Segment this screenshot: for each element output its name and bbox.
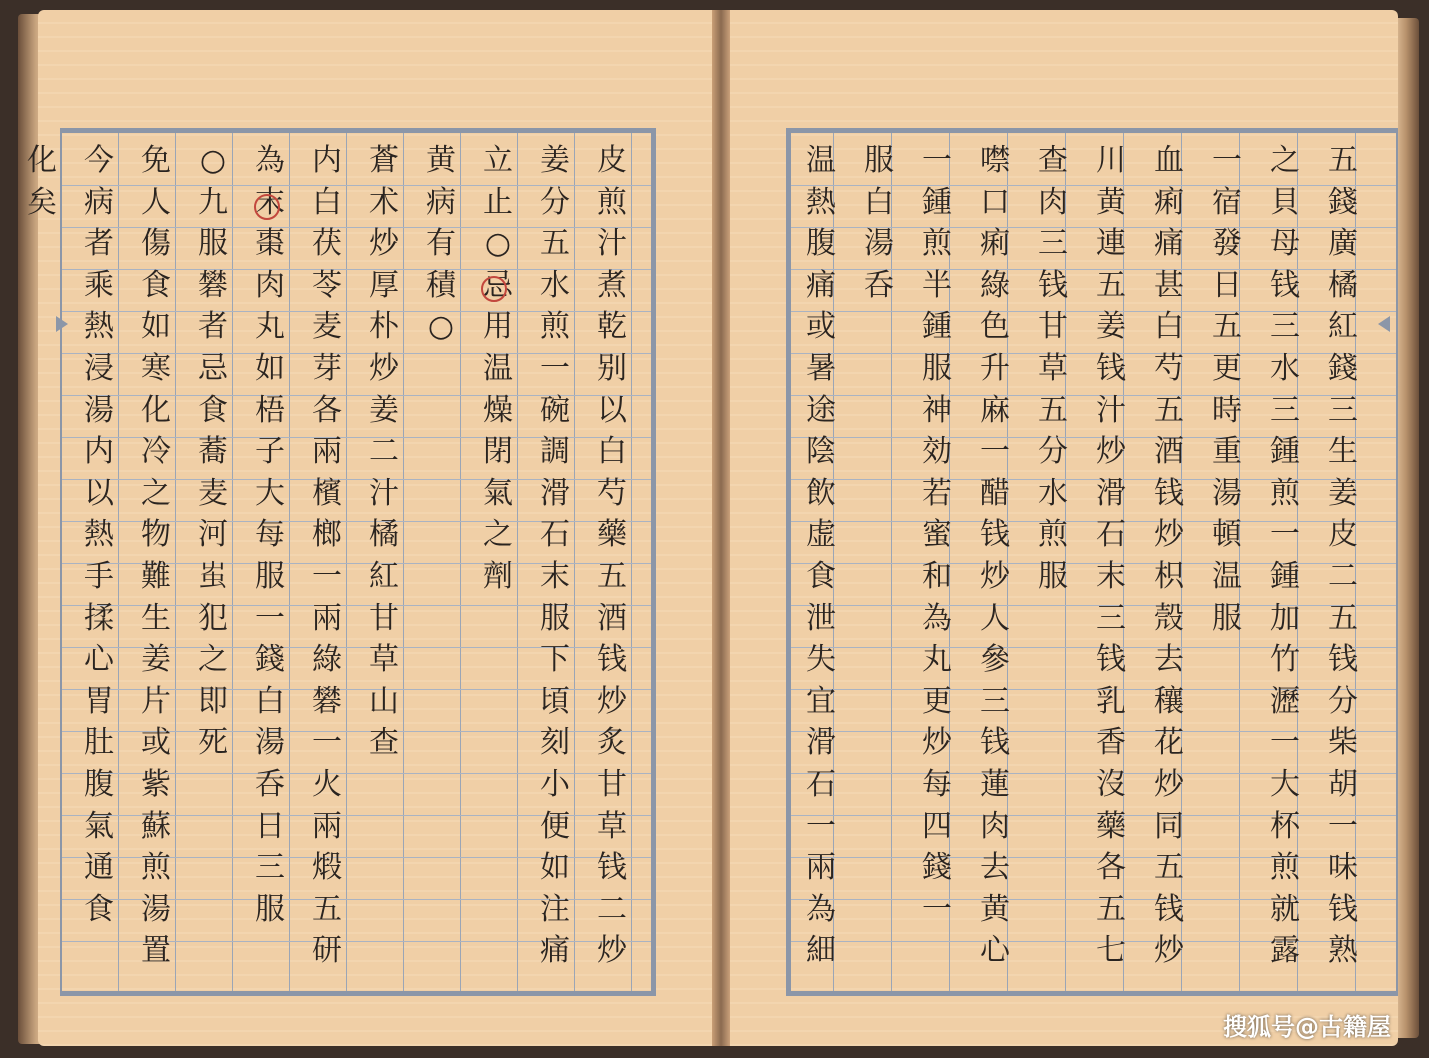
- red-circle-mark: [254, 194, 280, 220]
- text-column: 五 錢 廣 橘 紅 錢 三 生 姜 皮 二 五 钱 分 柴 胡 一 味 钱 熟: [1328, 143, 1358, 969]
- text-column: 内 白 茯 苓 麦 芽 各 兩 檳 榔 一 兩 綠 礬 一 火 兩 煅 五 研: [312, 143, 342, 969]
- text-column: 化 矣: [27, 143, 57, 220]
- text-column: 噤 口 痢 綠 色 升 麻 一 醋 钱 炒 人 參 三 钱 蓮 肉 去 黄 心: [980, 143, 1010, 969]
- text-column: 蒼 术 炒 厚 朴 炒 姜 二 汁 橘 紅 甘 草 山 查: [369, 143, 399, 761]
- text-column: ○ 九 服 礬 者 忌 食 蕎 麦 河 𧈪 犯 之 即 死: [198, 143, 228, 761]
- text-column: 服 白 湯 呑: [864, 143, 894, 303]
- book-gutter: [712, 10, 730, 1046]
- text-column: 之 貝 母 钱 三 水 三 鍾 煎 一 鍾 加 竹 瀝 一 大 杯 煎 就 露: [1270, 143, 1300, 969]
- text-column: 川 黄 連 五 姜 钱 汁 炒 滑 石 末 三 钱 乳 香 沒 藥 各 五 七: [1096, 143, 1126, 969]
- left-margin-marker: [56, 316, 68, 332]
- right-margin-marker: [1378, 316, 1390, 332]
- text-column: 温 熱 腹 痛 或 暑 途 陰 飲 虚 食 泄 失 宜 滑 石 一 兩 為 細: [806, 143, 836, 969]
- text-column: 為 末 棗 肉 丸 如 梧 子 大 每 服 一 錢 白 湯 呑 日 三 服: [255, 143, 285, 927]
- red-circle-mark: [481, 276, 507, 302]
- text-column: 免 人 傷 食 如 寒 化 冷 之 物 難 生 姜 片 或 紫 蘇 煎 湯 置: [141, 143, 171, 969]
- text-column: 一 鍾 煎 半 鍾 服 神 効 若 蜜 和 為 丸 更 炒 每 四 錢 一: [922, 143, 952, 927]
- text-column: 姜 分 五 水 煎 一 碗 調 滑 石 末 服 下 頃 刻 小 便 如 注 痛: [540, 143, 570, 969]
- text-column: 皮 煎 汁 煮 乾 别 以 白 芍 藥 五 酒 钱 炒 炙 甘 草 钱 二 炒: [597, 143, 627, 969]
- text-column: 立 止 ○ 忌 用 温 燥 閉 氣 之 劑: [483, 143, 513, 594]
- text-column: 一 宿 發 日 五 更 時 重 湯 頓 温 服: [1212, 143, 1242, 636]
- text-column: 今 病 者 乘 熱 浸 湯 内 以 熱 手 揉 心 胃 肚 腹 氣 通 食: [84, 143, 114, 927]
- text-column: 血 痢 痛 甚 白 芍 五 酒 钱 炒 枳 殼 去 穰 花 炒 同 五 钱 炒: [1154, 143, 1184, 969]
- watermark: 搜狐号@古籍屋: [1223, 1013, 1391, 1041]
- text-column: 黄 病 有 積 ○: [426, 143, 456, 345]
- text-column: 查 肉 三 钱 甘 草 五 分 水 煎 服: [1038, 143, 1068, 594]
